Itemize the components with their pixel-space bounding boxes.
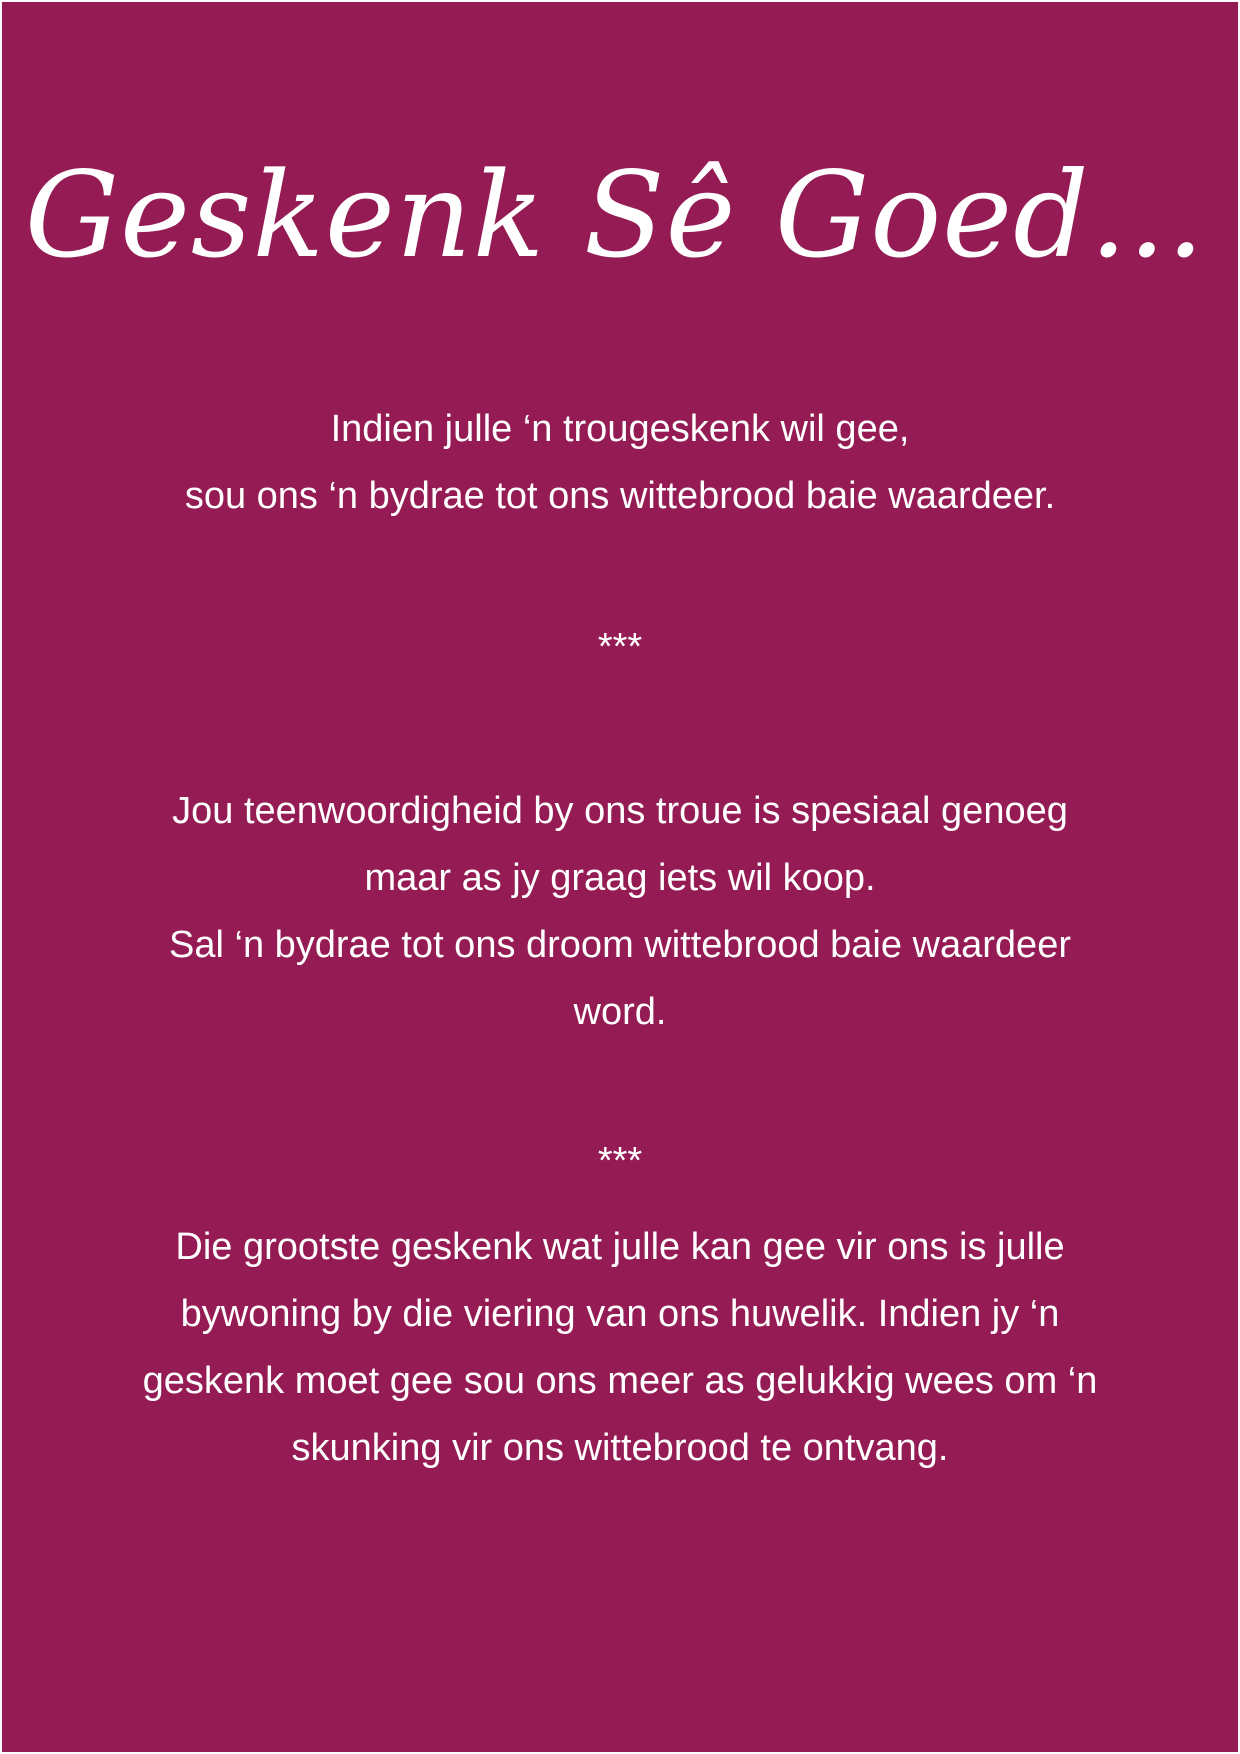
paragraph-honeymoon-request [2,396,1238,530]
text-line: word. [573,991,667,1033]
text-line: sou ons ‘n bydrae tot ons wittebrood baie waardeer. [184,475,1056,517]
text-line: geskenk moet gee sou ons meer as gelukkig wees om ‘n [142,1360,1098,1402]
text-line: maar as jy graag iets wil koop. [364,857,876,899]
separator-stars: *** [597,1140,643,1182]
gift-card [2,2,1238,1752]
text-line: skunking vir ons wittebrood te ontvang. [291,1427,949,1469]
text-line: bywoning by die viering van ons huwelik. Indien jy ‘n [180,1293,1060,1335]
text-line: Jou teenwoordigheid by ons troue is spesiaal genoeg [172,790,1068,832]
text-line: Die grootste geskenk wat julle kan gee vir ons is julle [175,1226,1065,1268]
paragraph-presence [2,778,1238,1046]
card-title: Geskenk Sê Goed... [24,146,1206,284]
separator-stars: *** [597,626,643,668]
paragraph-greatest-gift [2,1214,1238,1482]
text-line: Indien julle ‘n trougeskenk wil gee, [330,408,910,450]
text-line: Sal ‘n bydrae tot ons droom wittebrood baie waardeer [169,924,1071,966]
